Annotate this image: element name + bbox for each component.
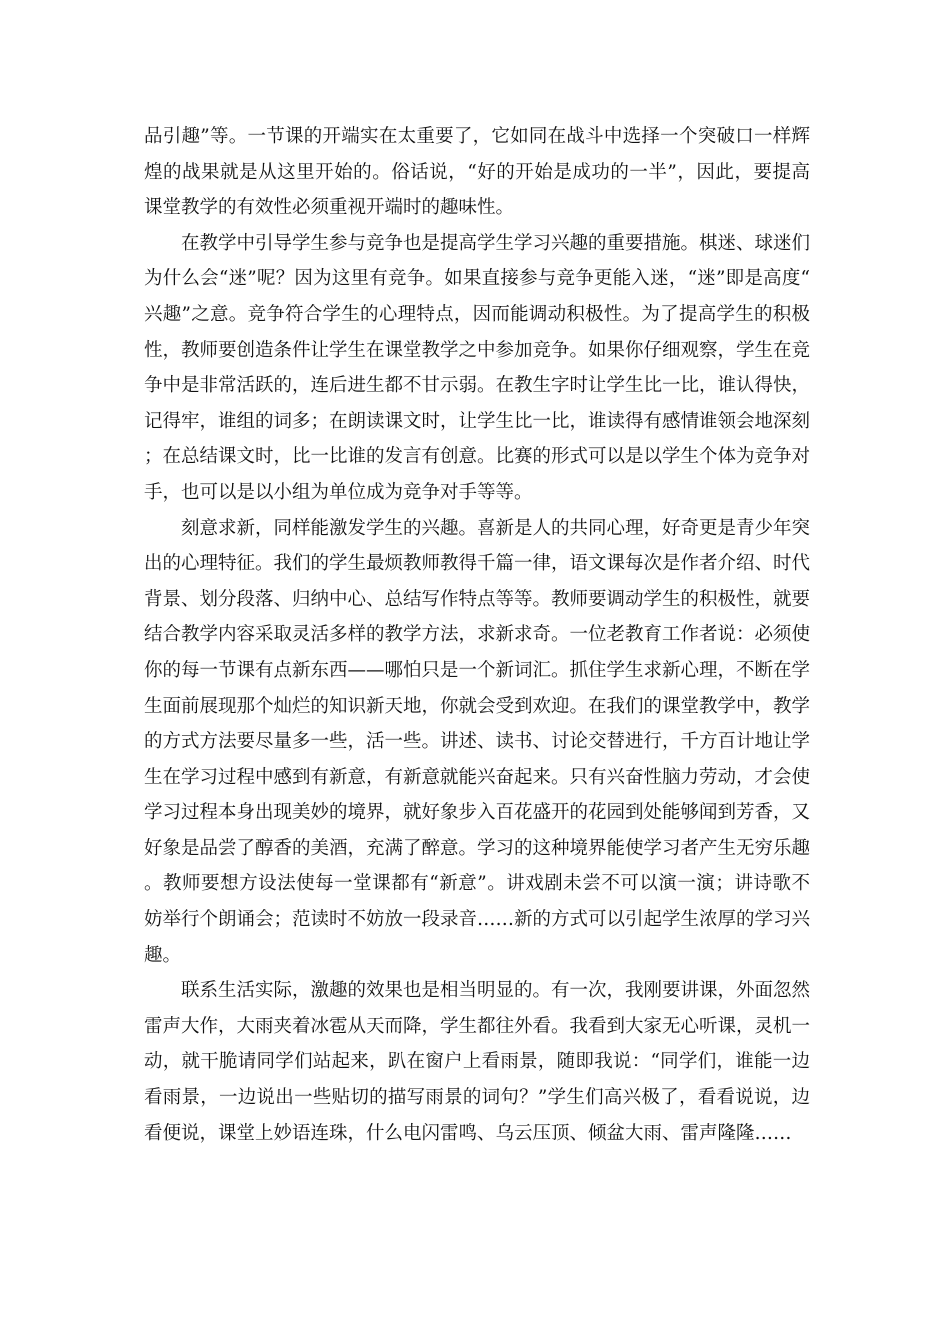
paragraph-3: 刻意求新，同样能激发学生的兴趣。喜新是人的共同心理，好奇更是青少年突出的心理特征。我们的学生最烦教师教得千篇一律，语文课每次是作者介绍、时代背景、划分段落、归纳中心、总结写作特点等等。教师要调动学生的积极性，就要结合教学内容采取灵活多样的教学方法，求新求奇。一位老教育工作者说：必须使你的每一节课有点新东西——哪怕只是一个新词汇。抓住学生求新心理，不断在学生面前展现那个灿烂的知识新天地，你就会受到欢迎。在我们的课堂教学中，教学的方式方法要尽量多一些，活一些。讲述、读书、讨论交替进行，千方百计地让学生在学习过程中感到有新意，有新意就能兴奋起来。只有兴奋性脑力劳动，才会使学习过程本身出现美妙的境界，就好象步入百花盛开的花园到处能够闻到芳香，又好象是品尝了醇香的美酒，充满了醉意。学习的这种境界能使学习者产生无穷乐趣。教师要想方设法使每一堂课都有“新意”。讲戏剧未尝不可以演一演；讲诗歌不妨举行个朗诵会；范读时不妨放一段录音……新的方式可以引起学生浓厚的学习兴趣。 — [144, 517, 811, 966]
body-text — [144, 119, 810, 1151]
paragraph-2: 在教学中引导学生参与竞争也是提高学生学习兴趣的重要措施。棋迷、球迷们为什么会“迷”呢？因为这里有竞争。如果直接参与竞争更能入迷，“迷”即是高度“兴趣”之意。竞争符合学生的心理特点，因而能调动积极性。为了提高学生的积极性，教师要创造条件让学生在课堂教学之中参加竞争。如果你仔细观察，学生在竞争中是非常活跃的，连后进生都不甘示弱。在教生字时让学生比一比，谁认得快，记得牢，谁组的词多；在朗读课文时，让学生比一比，谁读得有感情谁领会地深刻；在总结课文时，比一比谁的发言有创意。比赛的形式可以是以学生个体为竞争对手，也可以是以小组为单位成为竞争对手等等。 — [144, 232, 811, 503]
paragraph-1: 品引趣”等。一节课的开端实在太重要了，它如同在战斗中选择一个突破口一样辉煌的战果就是从这里开始的。俗话说，“好的开始是成功的一半”，因此，要提高课堂教学的有效性必须重视开端时的趣味性。 — [144, 126, 810, 219]
paragraph-4: 联系生活实际，激趣的效果也是相当明显的。有一次，我刚要讲课，外面忽然雷声大作，大雨夹着冰雹从天而降，学生都往外看。我看到大家无心听课，灵机一动，就干脆请同学们站起来，趴在窗户上看雨景，随即我说：“同学们，谁能一边看雨景，一边说出一些贴切的描写雨景的词句？”学生们高兴极了，看看说说，边看便说，课堂上妙语连珠，什么电闪雷鸣、乌云压顶、倾盆大雨、雷声隆隆…… — [144, 980, 811, 1144]
